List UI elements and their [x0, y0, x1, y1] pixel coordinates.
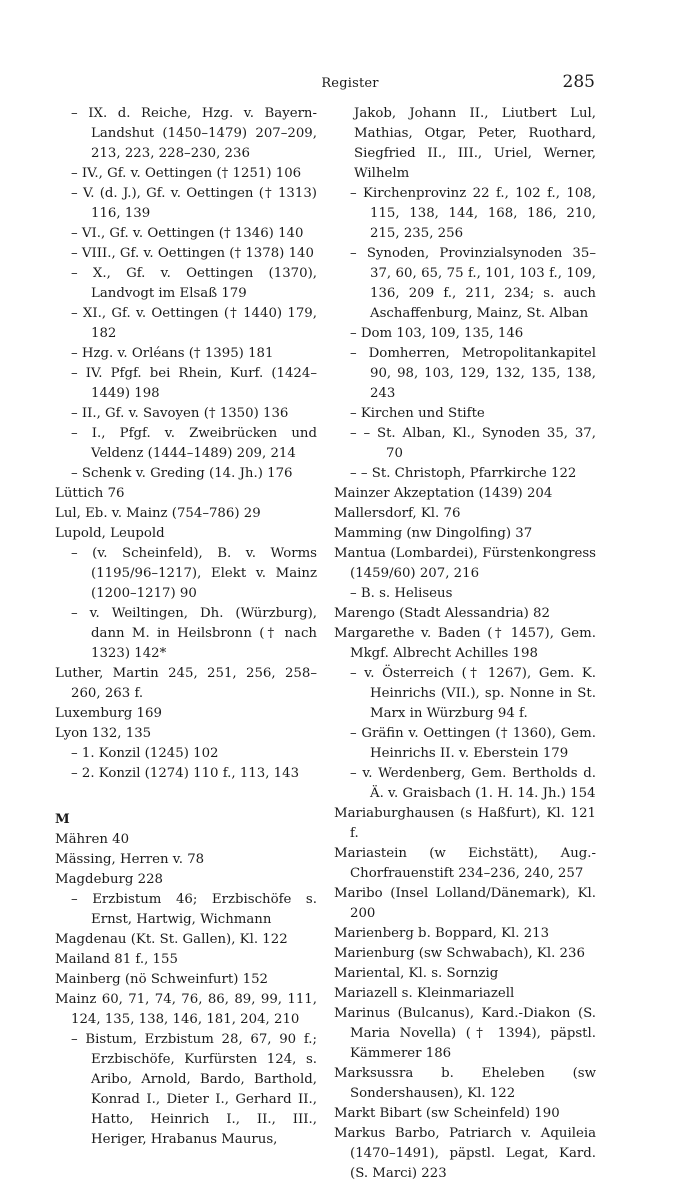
- index-subentry: – V. (d. J.), Gf. v. Oettingen († 1313) 116, 139: [71, 186, 317, 221]
- index-entry: Marienberg b. Boppard, Kl. 213: [334, 926, 550, 941]
- index-entry: Lüttich 76: [55, 486, 125, 501]
- index-subentry: – 2. Konzil (1274) 110 f., 113, 143: [71, 766, 300, 781]
- index-subentry: – X., Gf. v. Oettingen (1370), Landvogt im Elsaß 179: [71, 266, 317, 301]
- index-subentry: – XI., Gf. v. Oettingen († 1440) 179, 182: [71, 306, 317, 341]
- index-subentry: – Domherren, Metropolitankapitel 90, 98, 103, 129, 132, 135, 138, 243: [350, 346, 596, 401]
- index-entry: Maribo (Insel Lolland/Dänemark), Kl. 200: [334, 886, 596, 921]
- index-subentry: – v. Werdenberg, Gem. Bertholds d. Ä. v. Graisbach (1. H. 14. Jh.) 154: [350, 766, 596, 801]
- index-entry: Lupold, Leupold: [55, 526, 165, 541]
- index-entry: Mässing, Herren v. 78: [55, 852, 205, 867]
- index-subentry: – IV., Gf. v. Oettingen († 1251) 106: [71, 166, 302, 181]
- index-entry: Mallersdorf, Kl. 76: [334, 506, 461, 521]
- index-entry: Luxemburg 169: [55, 706, 162, 721]
- index-entry: Markus Barbo, Patriarch v. Aquileia (1470–1491), päpstl. Legat, Kard. (S. Marci) 223: [334, 1126, 596, 1181]
- index-entry: Marinus (Bulcanus), Kard.-Diakon (S. Maria Novella) († 1394), päpstl. Kämmerer 186: [334, 1006, 596, 1061]
- index-subentry: – I., Pfgf. v. Zweibrücken und Veldenz (1444–1489) 209, 214: [71, 426, 317, 461]
- section-spacer: [55, 784, 317, 810]
- index-subentry: – v. Österreich († 1267), Gem. K. Heinrichs (VII.), sp. Nonne in St. Marx in Würzburg 94 f.: [350, 666, 596, 721]
- index-entry: Mainberg (nö Schweinfurt) 152: [55, 972, 268, 987]
- index-entry: Mailand 81 f., 155: [55, 952, 178, 967]
- index-entry: Marksussra b. Eheleben (sw Sondershausen), Kl. 122: [334, 1066, 596, 1101]
- index-entry: Mantua (Lombardei), Fürstenkongress (1459/60) 207, 216: [334, 546, 596, 581]
- index-entry: Magdeburg 228: [55, 872, 163, 887]
- index-entry: Marengo (Stadt Alessandria) 82: [334, 606, 550, 621]
- index-subentry: – v. Weiltingen, Dh. (Würzburg), dann M. in Heilsbronn († nach 1323) 142*: [71, 606, 317, 661]
- index-subentry: – Hzg. v. Orléans († 1395) 181: [71, 346, 274, 361]
- letter-heading: M: [55, 812, 70, 827]
- index-subentry: – Gräfin v. Oettingen († 1360), Gem. Heinrichs II. v. Eberstein 179: [350, 726, 596, 761]
- running-head: Register: [321, 76, 379, 91]
- index-entry: Mariaburghausen (s Haßfurt), Kl. 121 f.: [334, 806, 596, 841]
- index-entry: Mariazell s. Kleinmariazell: [334, 986, 515, 1001]
- index-entry: Mainz 60, 71, 74, 76, 86, 89, 99, 111, 124, 135, 138, 146, 181, 204, 210: [55, 992, 317, 1027]
- page-number: 285: [562, 72, 595, 92]
- index-entry: Margarethe v. Baden († 1457), Gem. Mkgf. Albrecht Achilles 198: [334, 626, 596, 661]
- index-subentry: Jakob, Johann II., Liutbert Lul, Mathias, Otgar, Peter, Ruothard, Siegfried II., III., Uriel, Werner, Wilhelm: [354, 106, 596, 181]
- index-entry: Marienburg (sw Schwabach), Kl. 236: [334, 946, 585, 961]
- index-subentry: – VIII., Gf. v. Oettingen († 1378) 140: [71, 246, 314, 261]
- index-entry: Markt Bibart (sw Scheinfeld) 190: [334, 1106, 560, 1121]
- index-subentry: – 1. Konzil (1245) 102: [71, 746, 219, 761]
- index-entry: Mariastein (w Eichstätt), Aug.-Chorfrauenstift 234–236, 240, 257: [334, 846, 596, 881]
- index-subentry: – – St. Christoph, Pfarrkirche 122: [350, 466, 577, 481]
- index-column-left: [55, 104, 317, 1150]
- index-subentry: – Erzbistum 46; Erzbischöfe s. Ernst, Hartwig, Wichmann: [71, 892, 317, 927]
- index-subentry: – Schenk v. Greding (14. Jh.) 176: [71, 466, 293, 481]
- index-subentry: – II., Gf. v. Savoyen († 1350) 136: [71, 406, 289, 421]
- index-subentry: – (v. Scheinfeld), B. v. Worms (1195/96–1217), Elekt v. Mainz (1200–1217) 90: [71, 546, 317, 601]
- index-subentry: – – St. Alban, Kl., Synoden 35, 37, 70: [350, 426, 596, 461]
- index-entry: Lyon 132, 135: [55, 726, 152, 741]
- index-subentry: – Bistum, Erzbistum 28, 67, 90 f.; Erzbischöfe, Kurfürsten 124, s. Aribo, Arnold, Bardo, Barthold, Konrad I., Dieter I., Gerhard II., Hatto, Heinrich I., II., III., Heriger, Hrabanus Maurus,: [71, 1032, 317, 1147]
- index-subentry: – B. s. Heliseus: [350, 586, 453, 601]
- index-entry: Lul, Eb. v. Mainz (754–786) 29: [55, 506, 261, 521]
- index-entry: Mamming (nw Dingolfing) 37: [334, 526, 533, 541]
- index-entry: Mainzer Akzeptation (1439) 204: [334, 486, 553, 501]
- index-entry: Mariental, Kl. s. Sornzig: [334, 966, 499, 981]
- index-subentry: – Synoden, Provinzialsynoden 35–37, 60, 65, 75 f., 101, 103 f., 109, 136, 209 f., 211, 234; s. auch Aschaffenburg, Mainz, St. Alban: [350, 246, 596, 321]
- index-subentry: – Dom 103, 109, 135, 146: [350, 326, 524, 341]
- index-entry: Mähren 40: [55, 832, 130, 847]
- index-subentry: – IV. Pfgf. bei Rhein, Kurf. (1424–1449) 198: [71, 366, 317, 401]
- index-entry: Magdenau (Kt. St. Gallen), Kl. 122: [55, 932, 288, 947]
- index-entry: Luther, Martin 245, 251, 256, 258–260, 263 f.: [55, 666, 317, 701]
- index-subentry: – VI., Gf. v. Oettingen († 1346) 140: [71, 226, 304, 241]
- index-subentry: – Kirchenprovinz 22 f., 102 f., 108, 115, 138, 144, 168, 186, 210, 215, 235, 256: [350, 186, 596, 241]
- index-column-right: [334, 104, 596, 1184]
- index-subentry: – IX. d. Reiche, Hzg. v. Bayern-Landshut (1450–1479) 207–209, 213, 223, 228–230, 236: [71, 106, 317, 161]
- index-subentry: – Kirchen und Stifte: [350, 406, 485, 421]
